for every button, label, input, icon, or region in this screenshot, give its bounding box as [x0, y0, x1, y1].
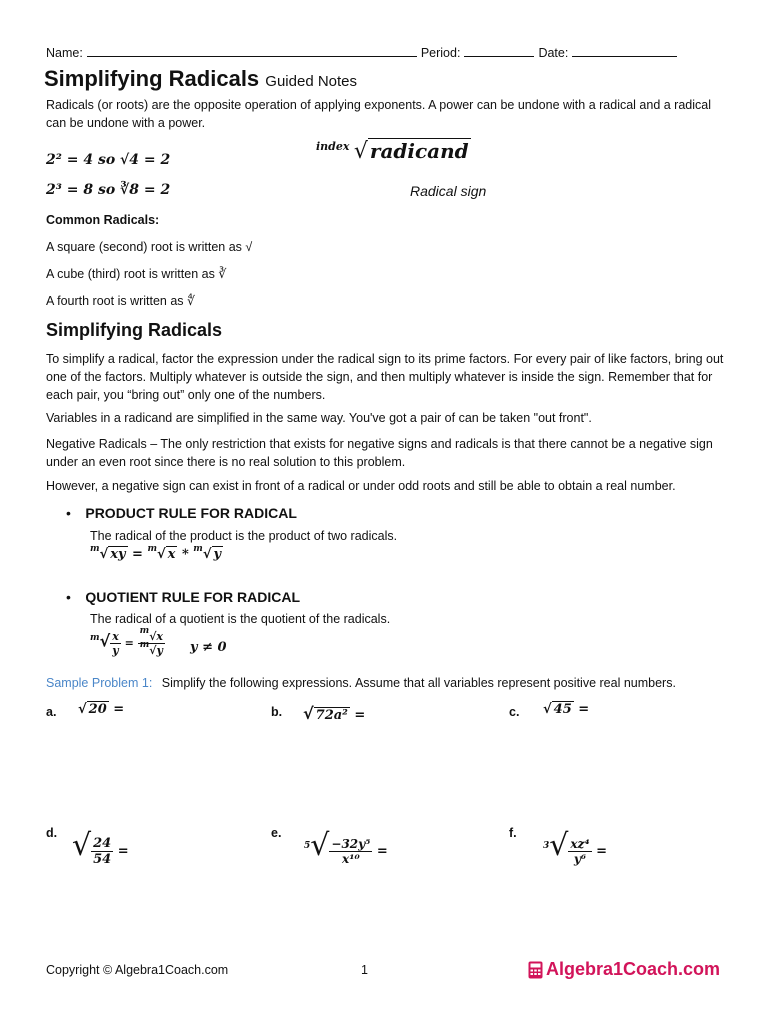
example-1: 2² = 4 so √4 = 2 — [46, 152, 171, 168]
fourth-root-icon: ∜ — [187, 294, 196, 308]
sample-label: Sample Problem 1: — [46, 676, 153, 690]
problem-a-radicand: 20 — [88, 702, 107, 717]
problem-f-index: 3 — [543, 841, 550, 851]
radical-sign-icon: √ — [353, 139, 368, 164]
period-field[interactable] — [464, 44, 534, 57]
title-main: Simplifying Radicals — [44, 66, 260, 91]
problem-d-num: 24 — [93, 836, 112, 851]
sample-instruction: Simplify the following expressions. Assume that all variables represent positive real numbers. — [161, 676, 676, 690]
problem-f-den: y⁶ — [573, 852, 587, 866]
product-rule-title: PRODUCT RULE FOR RADICAL — [85, 505, 297, 521]
problem-d: √ $\frac{24}{54}$ = — [72, 828, 129, 867]
intro-paragraph: Radicals (or roots) are the opposite operation of applying exponents. A power can be undone with a radical and a radical can be undone with a power. — [46, 98, 712, 130]
problem-b-letter: b. — [271, 705, 283, 719]
brand-text: Algebra1Coach.com — [546, 959, 721, 979]
square-root-icon: √ — [245, 240, 253, 254]
problem-a: √ 20 = — [78, 702, 125, 717]
square-text: A square (second) root is written as — [46, 240, 242, 254]
problem-f-num: xz⁴ — [570, 837, 590, 851]
common-radicals-heading: Common Radicals: — [46, 213, 160, 227]
page-number: 1 — [361, 963, 368, 977]
cube-root-icon: ∛ — [218, 267, 227, 281]
copyright: Copyright © Algebra1Coach.com — [46, 963, 229, 977]
problem-b-radicand: 72a² — [315, 708, 348, 723]
problem-e-num: −32y⁵ — [331, 837, 371, 851]
paragraph-3: Negative Radicals – The only restriction that exists for negative signs and radicals is that there cannot be a negative sign under an even root since there is no real solution to this problem. — [46, 437, 713, 469]
paragraph-2: Variables in a radicand are simplified in the same way. You've got a pair of can be taken "out front". — [46, 411, 592, 425]
problem-f: $^3$√ $\frac{\text{xz⁴}}{\text{y⁶}}$ = — [543, 828, 608, 866]
common-cube — [46, 265, 226, 283]
brand-logo — [528, 959, 720, 980]
problem-b: √ 72a² = — [303, 704, 366, 723]
quotient-condition: y ≠ 0 — [190, 640, 227, 655]
quotient-rule-title: QUOTIENT RULE FOR RADICAL — [85, 589, 301, 605]
period-label: Period: — [420, 46, 461, 60]
problem-d-den: 54 — [93, 852, 112, 867]
date-label: Date: — [538, 46, 569, 60]
problem-e: $^5$√ $\frac{\text{−32y⁵}}{\text{x¹⁰}}$ = — [304, 828, 388, 866]
name-field[interactable] — [87, 44, 417, 57]
header-line — [46, 44, 726, 62]
date-field[interactable] — [572, 44, 677, 57]
quotient-rule-formula: $^m$√ $\frac{x}{y}$ = $\frac{^m√x}{^m√y}$ — [90, 626, 163, 657]
page-title — [44, 66, 357, 92]
problem-f-letter: f. — [509, 826, 517, 840]
section-heading: Simplifying Radicals — [46, 320, 223, 340]
fourth-text: A fourth root is written as — [46, 294, 184, 308]
calculator-icon — [528, 961, 543, 979]
quotient-rule-desc: The radical of a quotient is the quotient of the radicals. — [90, 612, 391, 626]
name-label: Name: — [46, 46, 83, 60]
problem-d-letter: d. — [46, 826, 58, 840]
problem-e-den: x¹⁰ — [342, 852, 360, 866]
title-sub: Guided Notes — [265, 73, 358, 90]
problem-e-index: 5 — [304, 841, 311, 851]
radical-index-label: index — [316, 140, 350, 153]
problem-a-letter: a. — [46, 705, 57, 719]
quotient-rule-heading — [66, 589, 300, 607]
radicand-label: radicand — [369, 139, 469, 163]
sample-problem-line — [46, 674, 676, 692]
bullet-icon: • — [66, 589, 71, 605]
common-square — [46, 238, 252, 256]
radical-sign-caption: Radical sign — [410, 183, 487, 199]
radical-diagram — [316, 138, 471, 164]
product-rule-heading — [66, 505, 297, 523]
product-rule-desc: The radical of the product is the product of two radicals. — [90, 529, 398, 543]
problem-c: √ 45 = — [543, 702, 590, 717]
problem-c-radicand: 45 — [553, 702, 572, 717]
bullet-icon: • — [66, 505, 71, 521]
problem-c-letter: c. — [509, 705, 520, 719]
problem-e-letter: e. — [271, 826, 282, 840]
common-fourth — [46, 292, 195, 310]
example-2: 2³ = 8 so ∛8 = 2 — [46, 182, 171, 198]
paragraph-1: To simplify a radical, factor the expression under the radical sign to its prime factors. For every pair of like factors, bring out one of the factors. Multiply whatever is outside the sign, and then multiply whatever is inside the sign. Remember that for each pair, you “bring out” only one of the numbers. — [46, 352, 724, 402]
product-rule-formula: $^m$√ xy = $^m$√ x * $^m$√ y — [90, 544, 222, 562]
cube-text: A cube (third) root is written as — [46, 267, 215, 281]
paragraph-4: However, a negative sign can exist in front of a radical or under odd roots and still be able to obtain a real number. — [46, 479, 676, 493]
